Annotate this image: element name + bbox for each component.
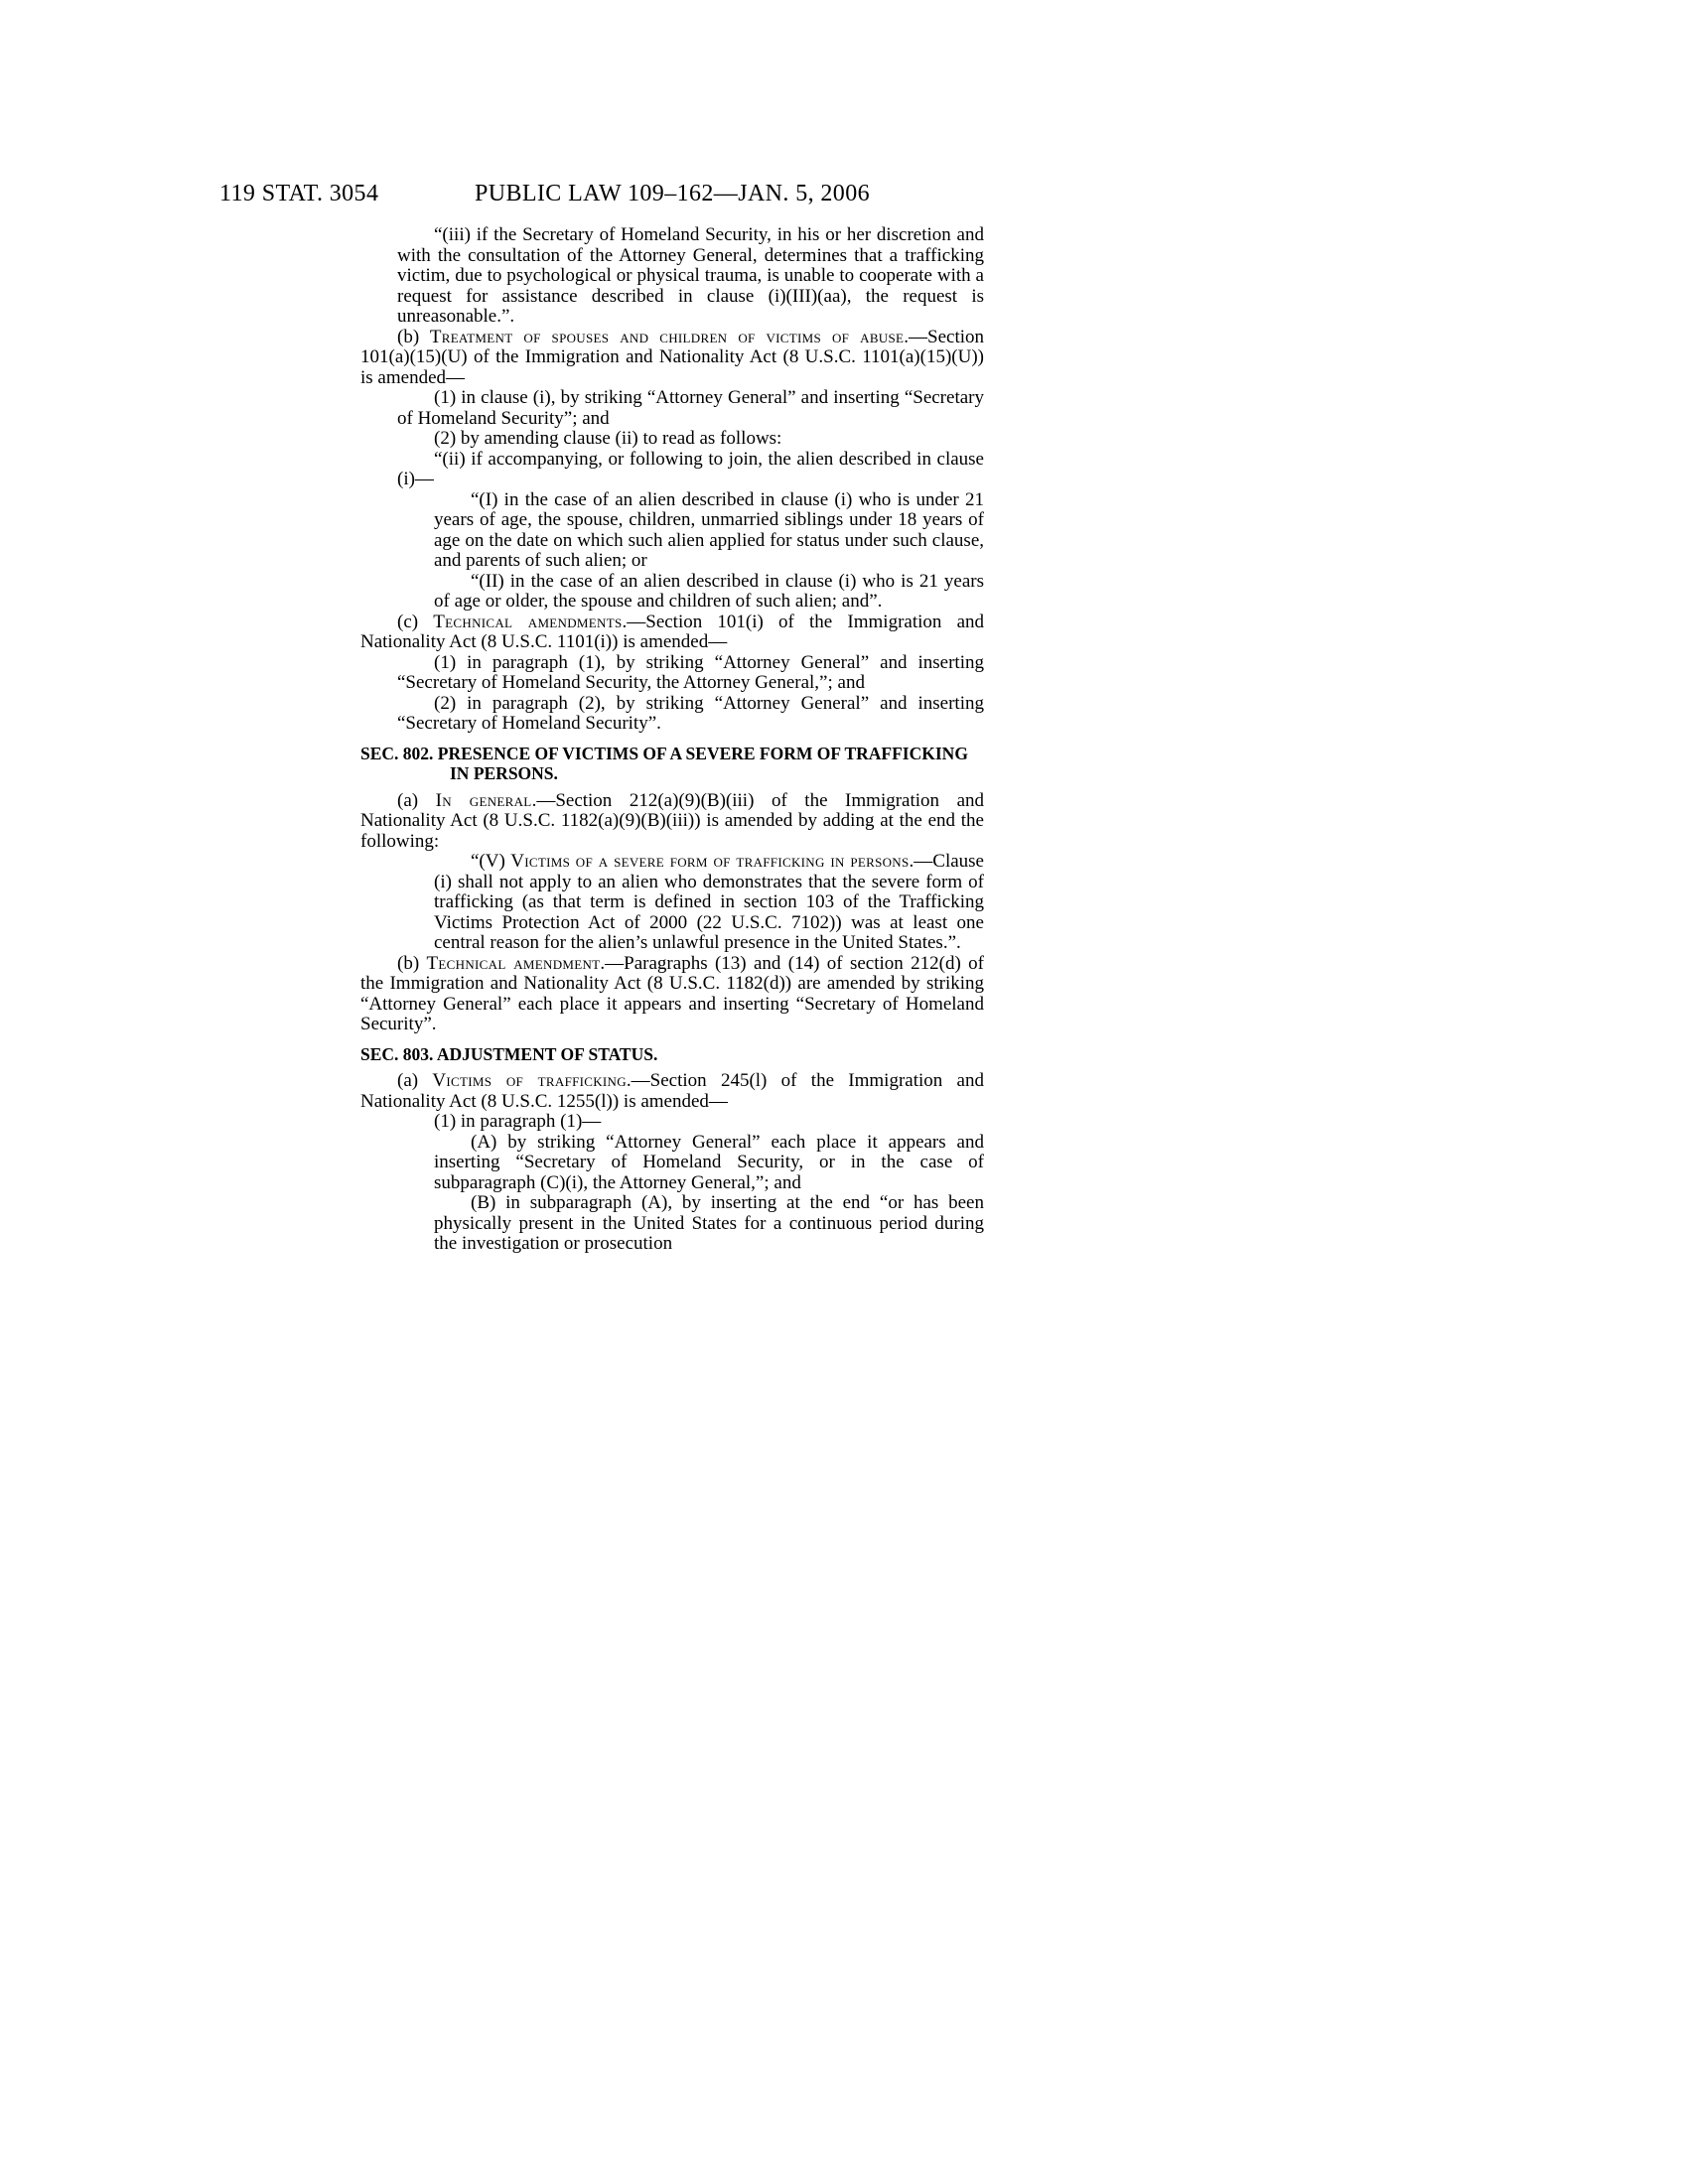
text-run: (A) by striking “Attorney General” each place it appears and inserting “Secretary of Homeland Security, or in the case of subparagraph (C)(i), the Attorney General,”; and [434, 1131, 984, 1193]
text-run: (b) [397, 952, 427, 974]
statute-paragraph [360, 1112, 984, 1133]
statute-paragraph [360, 450, 984, 490]
statute-paragraph [360, 429, 984, 450]
statute-paragraph [360, 694, 984, 735]
text-run: “(ii) if accompanying, or following to join, the alien described in clause (i)— [397, 448, 984, 489]
small-caps-text: Technical amendments [433, 611, 623, 632]
text-run: .—Section 212(a)(9)(B)(iii) of the Immigration and Nationality Act (8 U.S.C. 1182(a)(9)(B)(iii)) is amended by adding at the end the following: [360, 789, 985, 852]
text-run: SEC. 803. ADJUSTMENT OF STATUS. [360, 1043, 658, 1064]
statute-paragraph [360, 653, 984, 694]
text-run: (1) in paragraph (1), by striking “Attorney General” and inserting “Secretary of Homeland Security, the Attorney General,”; and [397, 651, 984, 693]
stat-page-number: 119 STAT. 3054 [219, 181, 379, 206]
text-run: (2) by amending clause (ii) to read as follows: [434, 428, 782, 449]
statute-paragraph [360, 791, 984, 853]
statute-paragraph [360, 1071, 984, 1112]
text-run: .—Paragraphs (13) and (14) of section 212(d) of the Immigration and Nationality Act (8 U.S.C. 1182(d)) are amended by striking “Attorney General” each place it appears and inserting “Secretary of Homeland Security”. [360, 952, 984, 1034]
small-caps-text: Technical amendment [426, 952, 601, 974]
small-caps-text: Victims of trafficking [432, 1070, 627, 1091]
statute-paragraph [360, 328, 984, 389]
text-run: .—Section 245(l) of the Immigration and Nationality Act (8 U.S.C. 1255(l)) is amended— [360, 1070, 984, 1112]
text-run: SEC. 802. PRESENCE OF VICTIMS OF A SEVERE FORM OF TRAFFICKING IN PERSONS. [360, 743, 968, 783]
text-run: (a) [397, 789, 436, 811]
text-run: “(V) [471, 851, 511, 872]
text-run: (c) [397, 611, 434, 632]
small-caps-text: Victims of a severe form of trafficking in persons [510, 851, 910, 872]
statute-paragraph [360, 613, 984, 653]
text-run: “(II) in the case of an alien described in clause (i) who is 21 years of age or older, the spouse and children of such alien; and”. [434, 570, 984, 612]
text-run: “(iii) if the Secretary of Homeland Security, in his or her discretion and with the consultation of the Attorney General, determines that a trafficking victim, due to psychological or physical trauma, is unable to cooperate with a request for assistance described in clause (i)(III)(aa), the request is unreasonable.”. [397, 224, 984, 327]
statute-paragraph [360, 572, 984, 613]
text-run: (b) [397, 326, 430, 347]
text-run: (1) in paragraph (1)— [434, 1111, 602, 1132]
statute-paragraph [360, 954, 984, 1035]
statute-paragraph [360, 1133, 984, 1194]
statute-paragraph [360, 852, 984, 954]
section-heading [360, 744, 984, 784]
statute-paragraph [360, 225, 984, 328]
statute-paragraph [360, 1193, 984, 1255]
document-body [360, 225, 984, 1255]
small-caps-text: Treatment of spouses and children of victims of abuse [429, 326, 905, 347]
text-run: .—Section 101(i) of the Immigration and Nationality Act (8 U.S.C. 1101(i)) is amended— [360, 611, 984, 652]
text-run: .—Clause (i) shall not apply to an alien who demonstrates that the severe form of trafficking (as that term is defined in section 103 of the Trafficking Victims Protection Act of 2000 (22 U.S.C. 7102)) was at least one central reason for the alien’s unlawful presence in the United States.”. [434, 851, 984, 953]
page-header [0, 181, 1688, 210]
text-run: (2) in paragraph (2), by striking “Attorney General” and inserting “Secretary of Homeland Security”. [397, 692, 984, 734]
text-run: (B) in subparagraph (A), by inserting at the end “or has been physically present in the United States for a continuous period during the investigation or prosecution [434, 1192, 984, 1254]
text-run: (a) [397, 1070, 433, 1091]
statute-paragraph [360, 388, 984, 429]
text-run: .—Section 101(a)(15)(U) of the Immigration and Nationality Act (8 U.S.C. 1101(a)(15)(U)) is amended— [360, 326, 985, 388]
section-heading [360, 1044, 984, 1065]
law-running-head: PUBLIC LAW 109–162—JAN. 5, 2006 [474, 181, 871, 206]
small-caps-text: In general [435, 789, 532, 811]
statute-paragraph [360, 490, 984, 572]
text-run: (1) in clause (i), by striking “Attorney General” and inserting “Secretary of Homeland Security”; and [397, 387, 984, 429]
text-run: “(I) in the case of an alien described in clause (i) who is under 21 years of age, the spouse, children, unmarried siblings under 18 years of age on the date on which such alien applied for status under such clause, and parents of such alien; or [434, 488, 984, 571]
